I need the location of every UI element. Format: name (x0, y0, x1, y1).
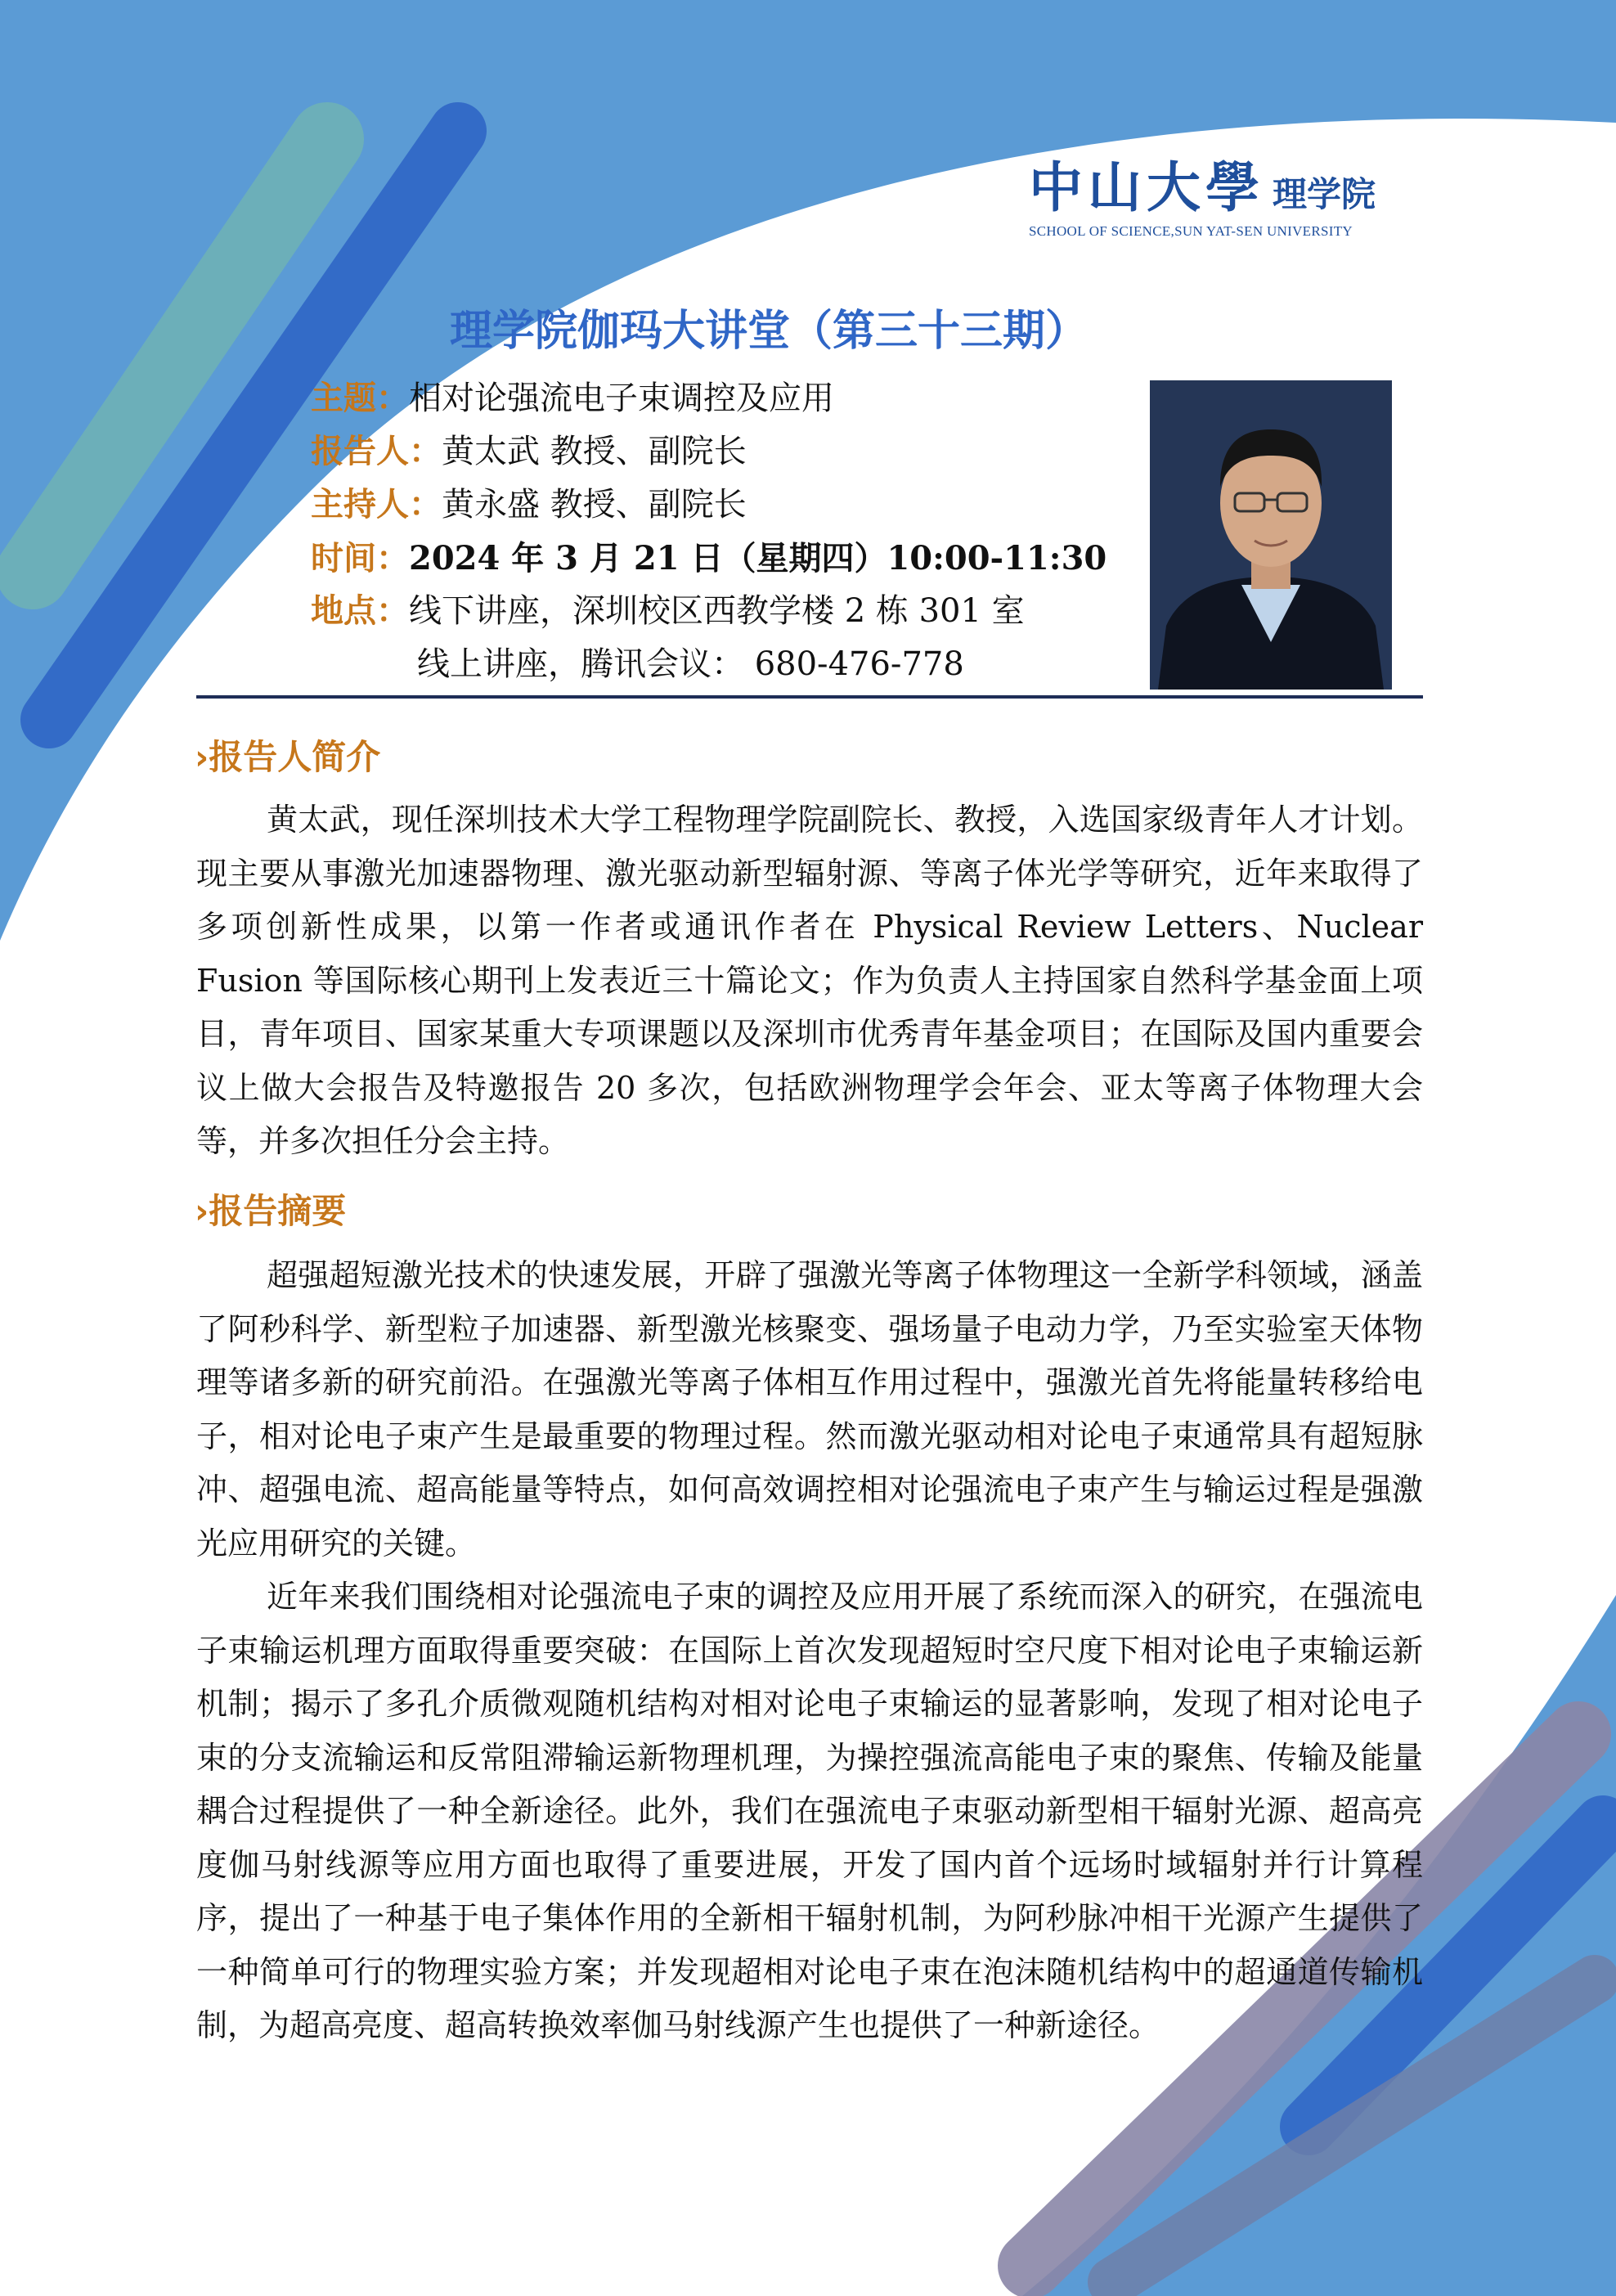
speaker-row (311, 425, 1112, 479)
topic-label: 主题： (311, 380, 409, 417)
time-value: 2024 年 3 月 21 日（星期四）10:00-11:30 (409, 539, 1107, 577)
logo-sub-text: 理学院 (1273, 174, 1376, 214)
university-logo (1029, 144, 1389, 240)
abstract-paragraph-2: 近年来我们围绕相对论强流电子束的调控及应用开展了系统而深入的研究，在强流电子束输运机理方面取得重要突破：在国际上首次发现超短时空尺度下相对论电子束输运新机制；揭示了多孔介质微观随机结构对相对论电子束输运的显著影响，发现了相对论电子束的分支流输运和反常阻滞输运新物理机理，为操控强流高能电子束的聚焦、传输及能量耦合过程提供了一种全新途径。此外，我们在强流电子束驱动新型相干辐射光源、超高亮度伽马射线源等应用方面也取得了重要进展，开发了国内首个远场时域辐射并行计算程序，提出了一种基于电子集体作用的全新相干辐射机制，为阿秒脉冲相干光源产生提供了一种简单可行的物理实验方案；并发现超相对论电子束在泡沫随机结构中的超通道传输机制，为超高亮度、超高转换效率伽马射线源产生也提供了一种新途径。 (196, 1579, 1423, 2043)
venue-row (311, 585, 1112, 638)
abstract-paragraph-1: 超强超短激光技术的快速发展，开辟了强激光等离子体物理这一全新学科领域，涵盖了阿秒科学、新型粒子加速器、新型激光核聚变、强场量子电动力学，乃至实验室天体物理等诸多新的研究前沿。在强激光等离子体相互作用过程中，强激光首先将能量转移给电子，相对论电子束产生是最重要的物理过程。然而激光驱动相对论电子束通常具有超短脉冲、超强电流、超高能量等特点，如何高效调控相对论强流电子束产生与输运过程是强激光应用研究的关键。 (196, 1257, 1423, 1561)
speaker-value: 黄太武 教授、副院长 (442, 433, 747, 470)
time-row (311, 532, 1112, 585)
bio-text: 黄太武，现任深圳技术大学工程物理学院副院长、教授，入选国家级青年人才计划。现主要从事激光加速器物理、激光驱动新型辐射源、等离子体光学等研究，近年来取得了多项创新性成果，以第一作者或通讯作者在 Physical Review Letters、Nuclear Fusion 等国际核心期刊上发表近三十篇论文；作为负责人主持国家自然科学基金面上项目，青年项目、国家某重大专项课题以及深圳市优秀青年基金项目；在国际及国内重要会议上做大会报告及特邀报告 20 多次，包括欧洲物理学会年会、亚太等离子体物理大会等，并多次担任分会主持。 (196, 802, 1423, 1159)
event-info (311, 372, 1112, 691)
host-value: 黄永盛 教授、副院长 (442, 486, 747, 523)
venue-online: 线上讲座，腾讯会议： 680-476-778 (417, 645, 964, 683)
host-label: 主持人： (311, 486, 442, 523)
bio-heading: ›报告人简介 (195, 737, 381, 777)
topic-value: 相对论强流电子束调控及应用 (409, 380, 834, 417)
speaker-photo (1150, 380, 1392, 690)
logo-english-text: SCHOOL OF SCIENCE,SUN YAT-SEN UNIVERSITY (1029, 223, 1353, 239)
host-row (311, 479, 1112, 532)
venue-online-row (311, 638, 1112, 691)
event-title: 理学院伽玛大讲堂（第三十三期） (449, 307, 1088, 356)
venue-offline: 线下讲座，深圳校区西教学楼 2 栋 301 室 (409, 592, 1025, 630)
topic-row (311, 372, 1112, 425)
header-divider (196, 695, 1423, 699)
venue-label: 地点： (311, 592, 409, 630)
time-label: 时间： (311, 540, 409, 577)
abstract-heading: ›报告摘要 (195, 1191, 347, 1231)
speaker-label: 报告人： (311, 433, 442, 470)
logo-main-text: 中山大學 (1029, 155, 1264, 219)
